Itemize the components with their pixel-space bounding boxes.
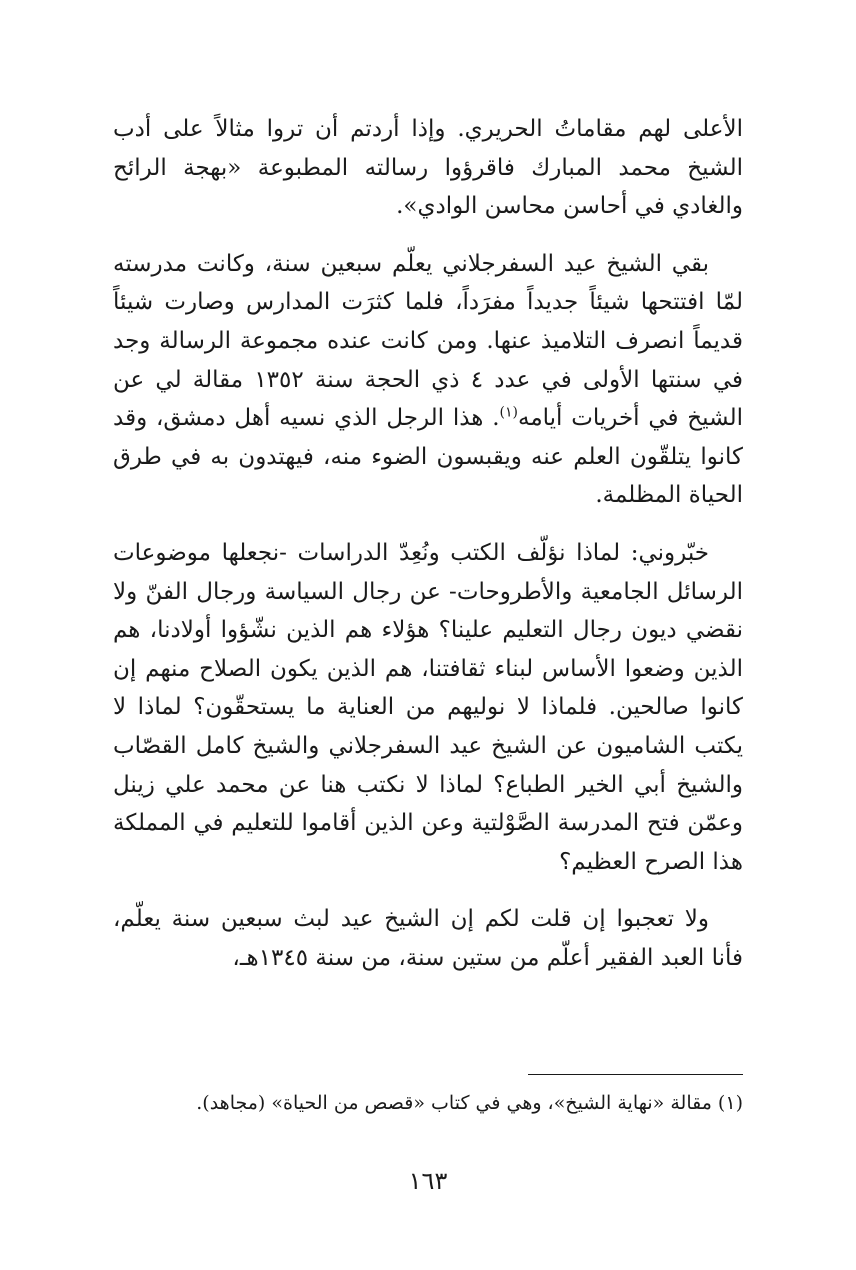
footnote-reference: (١) (499, 404, 518, 421)
page-number: ١٦٣ (408, 1167, 448, 1195)
paragraph-2-text-before: بقي الشيخ عيد السفرجلاني يعلّم سبعين سنة، وكانت مدرسته لمّا افتتحها شيئاً جديداً مفرَداً، فلما كثرَت المدارس وصارت شيئاً قديماً انصرف التلاميذ عنها. ومن كانت عنده مجموعة الرسالة وجد في سنتها الأولى في عدد ٤ ذي الحجة سنة ١٣٥٢ مقالة لي عن الشيخ في أخريات أيامه (113, 250, 743, 432)
paragraph-4: ولا تعجبوا إن قلت لكم إن الشيخ عيد لبث سبعين سنة يعلّم، فأنا العبد الفقير أعلّم من ستين سنة، من سنة ١٣٤٥هـ، (113, 906, 743, 971)
paragraph-1: الأعلى لهم مقاماتُ الحريري. وإذا أردتم أن تروا مثالاً على أدب الشيخ محمد المبارك فاقرؤوا رسالته المطبوعة «بهجة الرائح والغادي في أحاسن محاسن الوادي». (113, 116, 743, 220)
body-text (113, 110, 743, 996)
footnote-divider (528, 1074, 743, 1075)
paragraph-3: خبّروني: لماذا نؤلّف الكتب ونُعِدّ الدراسات -نجعلها موضوعات الرسائل الجامعية والأطروحات- عن رجال السياسة ورجال الفنّ ولا نقضي ديون رجال التعليم علينا؟ هؤلاء هم الذين نشّؤوا أولادنا، هم الذين وضعوا الأساس لبناء ثقافتنا، هم الذين يكون الصلاح منهم إن كانوا صالحين. فلماذا لا نوليهم من العناية ما يستحقّون؟ لماذا لا يكتب الشاميون عن الشيخ عيد السفرجلاني والشيخ كامل القصّاب والشيخ أبي الخير الطباع؟ لماذا لا نكتب هنا عن محمد علي زينل وعمّن فتح المدرسة الصَّوْلتية وعن الذين أقاموا للتعليم في المملكة هذا الصرح العظيم؟ (113, 539, 743, 875)
footnote: (١) مقالة «نهاية الشيخ»، وهي في كتاب «قصص من الحياة» (مجاهد). (196, 1092, 743, 1114)
paragraph-2-text-after: . هذا الرجل الذي نسيه أهل دمشق، وقد كانوا يتلقّون العلم عنه ويقبسون الضوء منه، فيهتدون به في طرق الحياة المظلمة. (113, 405, 743, 509)
paragraph-2 (113, 245, 743, 515)
